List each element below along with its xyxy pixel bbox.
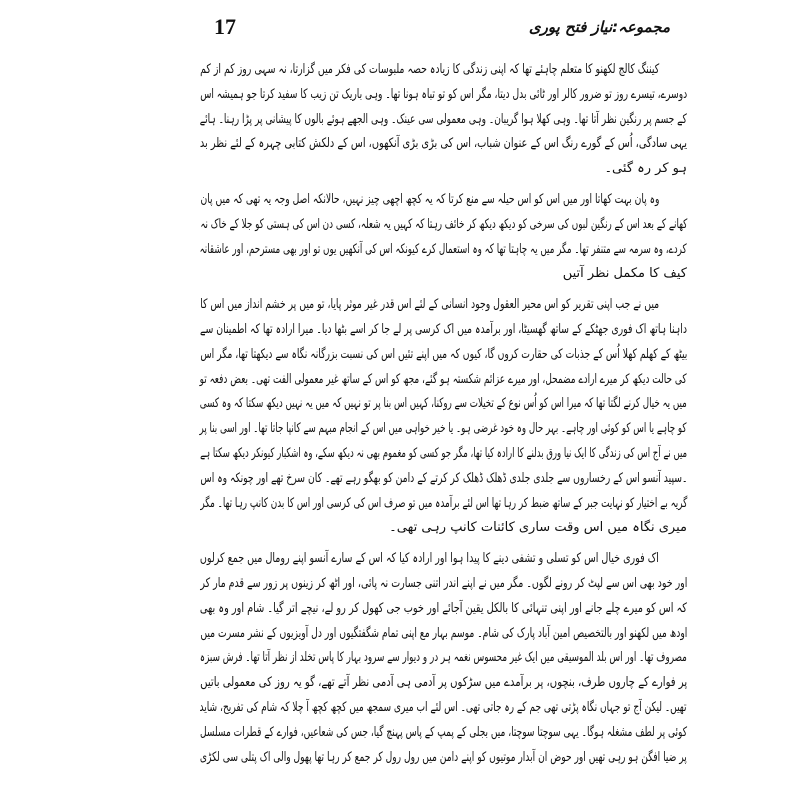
text-line xyxy=(200,262,687,287)
text-line xyxy=(200,746,687,771)
text-line-content: اور خود بھی اس سے لپٹ کر رونے لگوں۔ مگر میں نے اپنے اندر اتنی جسارت نہ پائی، اور اٹھ کر زینوں پر زور سے قدم مار کر xyxy=(200,575,687,591)
text-line-content: میں یہ خیال کرنے لگتا تھا کہ میرا اس کو اُس نوع کے تخیلات سے روکنا، کہیں اس بنا پر تو نہیں کہ میں یہ نہیں دیکھ سکتا کہ وہ کسی xyxy=(199,396,687,412)
text-line-content: اودھ میں لکھنو اور بالتخصیص امین آباد پارک کی شام۔ موسم بہار مع اپنی تمام شگفتگیوں اور دل آویزیوں کے نشر مسرت میں xyxy=(200,625,687,641)
text-line xyxy=(200,516,687,541)
text-line xyxy=(200,188,687,213)
text-line xyxy=(200,213,687,238)
text-line xyxy=(200,467,687,492)
text-line xyxy=(200,392,687,417)
text-line xyxy=(200,58,687,83)
text-line xyxy=(200,572,687,597)
text-line-content: میں نے آج اس کی زندگی کا ایک نیا ورق بدلنے کا ارادہ کیا تھا، مگر جو کسی کو مغموم بھی نہ دیکھ سکے، وہ اشکبار کیونکر دیکھ سکتا ہے xyxy=(200,445,687,461)
text-line-content: وہ پان بہت کھاتا اور میں اس کو اس حیلہ سے منع کرتا کہ یہ کچھ اچھی چیز نہیں، حالانکہ اصل وجہ یہ تھی کہ میں پان xyxy=(200,191,659,207)
text-line-content: پر ضیا افگن ہو رہی تھیں اور حوض ان آبدار موتیوں کو اپنے دامن میں رول رول کر جمع کر رہا تھا پھول والی اک پتلی سی لکڑی xyxy=(200,749,687,765)
text-line xyxy=(200,108,687,133)
text-line xyxy=(200,492,687,517)
text-line xyxy=(200,293,687,318)
text-line-content: کی حالت دیکھ کر میرے ارادے مضمحل، اور میرے عزائم شکستہ ہو گئے، مجھ کو اس کے ساتھ غیر معمولی الفت تھی۔ بعض دفعہ تو xyxy=(200,371,687,387)
text-line-content: ۔سپید آنسو اس کے رخساروں سے جلدی جلدی ڈھلک ڈھلک کر کرتے کے دامن کو بھگو رہے تھے۔ کان سرخ تھے اور چونکہ وہ اس xyxy=(200,470,687,486)
text-line-content: گریہ بے اختیار کو نہایت جبر کے ساتھ ضبط کر رہا تھا اس لئے برآمدہ میں تو صرف اس کی کرسی اور اس کا بدن کانپ رہا تھا۔ مگر xyxy=(200,495,687,511)
text-line-content: تھیں۔ لیکن آج تو جہاں نگاہ پڑتی تھی جم کے رہ جاتی تھی۔ اس لئے اب میری سمجھ میں کچھ کچھ آ چلا کہ شام کی تفریح، شاید xyxy=(200,699,687,715)
text-line xyxy=(200,721,687,746)
text-line-content: داہنا ہاتھ اک فوری جھٹکے کے ساتھ گھسیٹا، اور برآمدہ میں اک کرسی پر لے جا کر اسے بٹھا دیا۔ میرا ارادہ تھا کہ اطمینان سے xyxy=(200,321,687,337)
text-line xyxy=(200,83,687,108)
page-body xyxy=(200,58,687,770)
text-line xyxy=(200,597,687,622)
text-line xyxy=(200,132,687,157)
text-line xyxy=(200,671,687,696)
text-line xyxy=(200,547,687,572)
text-line xyxy=(200,696,687,721)
text-line-content: کیننگ کالج لکھنو کا متعلم چاہئے تھا کہ اپنی زندگی کا زیادہ حصہ ملبوسات کی فکر میں گزارتا، نہ سہی روز کم از کم xyxy=(200,62,659,77)
text-line xyxy=(200,238,687,263)
text-line xyxy=(200,417,687,442)
text-line xyxy=(200,368,687,393)
text-line-content: کوئی پر لطف مشغلہ ہوگا۔ یہی سوچتا سوچتا، میں بجلی کے پمپ کے پاس پہنچ گیا، جس کی شعاعیں، فوارے کے قطرات مسلسل xyxy=(200,724,687,740)
text-line-content: بیٹھ کے کھلم کھلا اُس کے جذبات کی حقارت کروں گا، کیوں کہ میں اپنے تئیں اس کی نسبت بزرگانہ نگاہ سے دیکھتا تھا، مگر اس xyxy=(200,346,687,362)
running-title: مجموعہ:نیاز فتح پوری xyxy=(528,18,670,36)
text-line-content: کردے، وہ سرمہ سے متنفر تھا۔ مگر میں یہ چاہتا تھا کہ وہ استعمال کرے کیونکہ اس کی آنکھیں یوں تو اور بھی مسترحم، اور عاشقانہ xyxy=(200,241,687,257)
text-line-content: دوسرے، تیسرے روز تو ضرور کالر اور ٹائی بدل دیتا، مگر اس کو تو تباہ ہونا تھا۔ وہی باریک تن زیب کا سفید کرتا جو ہمیشہ اس xyxy=(200,86,687,102)
text-line xyxy=(200,318,687,343)
text-line-content: پر فوارے کے چاروں طرف، بنچوں، پر برآمدے میں سڑکوں پر آدمی ہی آدمی نظر آتے تھے، گو یہ روز کی معمولی باتیں xyxy=(200,675,687,691)
text-line-content: کیف کا مکمل نظر آتیں xyxy=(562,266,687,282)
text-line xyxy=(200,157,687,182)
text-line-content: کو چاہے یا اس کو کوئی اور چاہے۔ بہر حال وہ خود غرضی ہو۔ یا خیر خواہی میں اس کے انجام مبہم سے کانپا جاتا تھا۔ اور اسی بنا پر xyxy=(200,421,687,437)
text-line-content: میری نگاہ میں اس وقت ساری کائنات کانپ رہی تھی۔ xyxy=(389,520,687,536)
text-line-content: یہی سادگی، اُس کے گورے رنگ اس کے عنوان شباب، اس کی بڑی بڑی آنکھوں، اس کے دلکش کتابی چہرہ کے لئے نظر بد xyxy=(200,136,687,152)
text-line-content: کہ اس کو میرے چلے جانے اور اپنی تنہائی کا بالکل یقین آجائے اور خوب جی کھول کر رو لے، نیچے اتر گیا۔ شام اور وہ بھی xyxy=(200,600,687,616)
text-line-content: اک فوری خیال اس کو تسلی و تشفی دینے کا پیدا ہوا اور ارادہ کیا کہ اس کے سارے آنسو اپنے رومال میں جمع کرلوں xyxy=(200,551,659,567)
text-line xyxy=(200,343,687,368)
text-line-content: ہو کر رہ گئی۔ xyxy=(604,161,687,177)
text-line-content: کھانے کے بعد اس کے رنگین لبوں کی سرخی کو دیکھ دیکھ کر خائف رہتا کہ کہیں یہ شعلہ، کسی دن اس کی ہستی کو جلا کے خاک نہ xyxy=(200,216,687,232)
text-line xyxy=(200,442,687,467)
text-line xyxy=(200,622,687,647)
text-line-content: میں نے جب اپنی تقریر کو اس محیر العقول وجود انسانی کے لئے اس قدر غیر موثر پایا، تو میں پر خشم انداز میں اس کا xyxy=(200,297,659,313)
text-line-content: مصروف تھا۔ اور اس بلد الموسیقی میں ایک غیر محسوس نغمہ ہر در و دیوار سے سرود بہار کا پاس تخلد از نظر آتا تھا۔ فرش سبزہ xyxy=(200,650,687,666)
text-line-content: کے جسم پر رنگین نظر آتا تھا۔ وہی کھلا ہوا گریبان۔ وہی معمولی سی عینک۔ وہی الجھے ہوئے بالوں کا پیشانی پر پڑا رہنا۔ ہائے xyxy=(200,111,687,127)
page-number: 17 xyxy=(214,14,236,39)
text-line xyxy=(200,646,687,671)
